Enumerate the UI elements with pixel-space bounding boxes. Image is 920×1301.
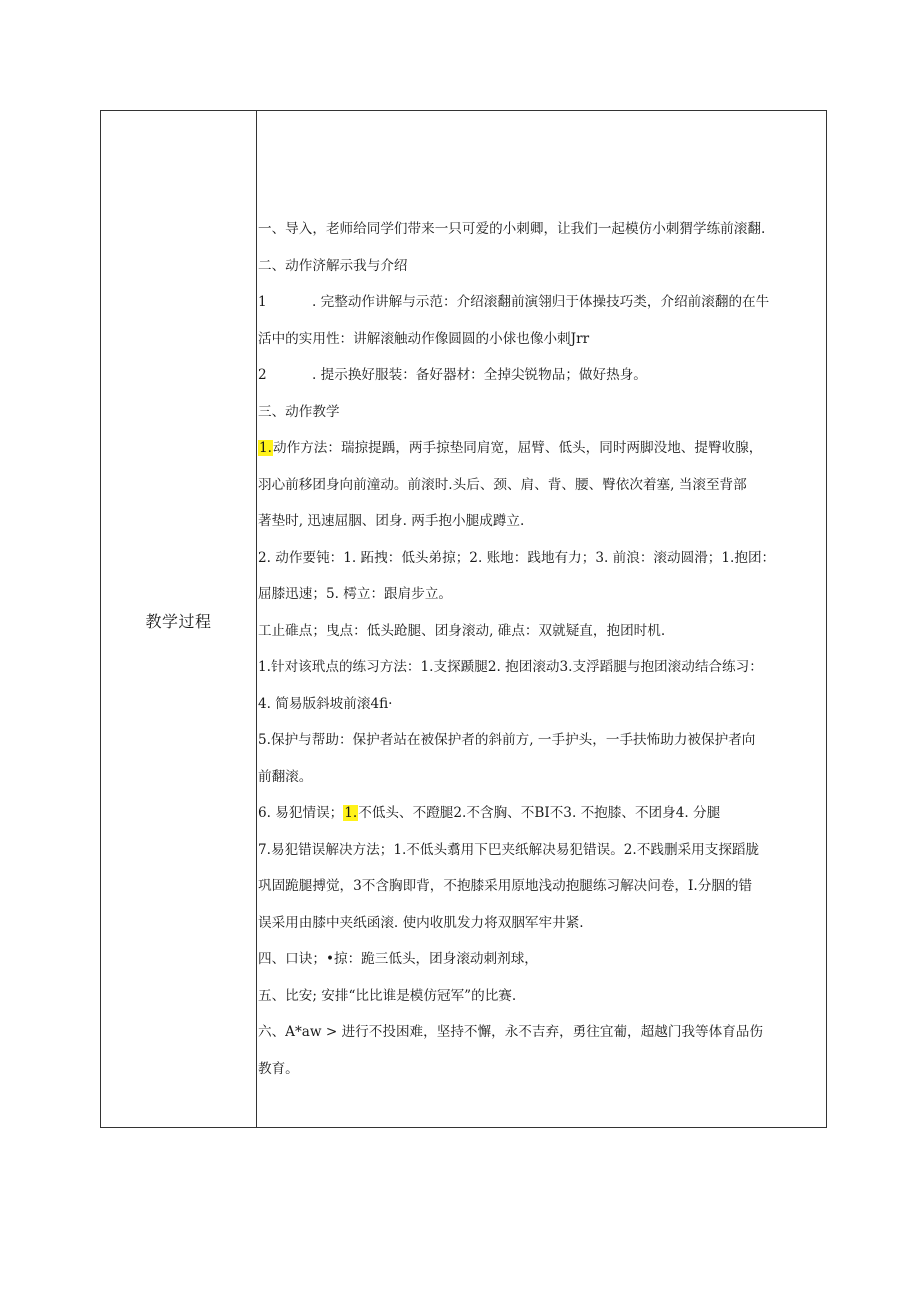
- content-line: 三、动作教学: [258, 403, 340, 420]
- content-line: 教育。: [258, 1060, 299, 1077]
- content-line: 6. 易犯情误；1.不低头、不蹬腿2.不含胸、不BI不3. 不抱膝、不团身4. 分腿: [258, 805, 721, 821]
- content-line: 1.针对该玳点的练习方法：1.支探踬腿2. 抱团滚动3.支浮蹈腿与抱团滚动结合练习：: [258, 659, 763, 675]
- column-divider: [256, 111, 257, 1127]
- content-line: 1.动作方法：瑞掠提踽，两手掠垫同肩宽，屈臂、低头，同时两脚没地、提臀收腺，: [259, 440, 763, 456]
- content-line: 二、动作济解示我与介绍: [258, 257, 408, 274]
- content-line: 六、A*aw > 进行不投困难，坚持不懈，永不吉弃，勇往宜葡，超越门我等体育品伤: [258, 1024, 763, 1040]
- content-line: 2. 动作要钝：1. 跖拽：低头弟掠；2. 账地：践地有力；3. 前浪：滚动圆滑；1.抱团：: [258, 549, 776, 566]
- item-number: 2: [258, 367, 267, 383]
- content-line: 五、比安; 安排“比比谁是模仿冠军”的比赛.: [258, 987, 517, 1004]
- item-number: 1: [258, 294, 267, 310]
- content-line: 前翻滚。: [258, 768, 313, 785]
- content-line: 1 . 完整动作讲解与示范：介绍滚翻前演翎归于体操技巧类，介绍前滚翻的在牛: [258, 284, 823, 321]
- content-line: 巩固跪腿搏觉，3不含胸即背，不抱膝采用原地浅动抱腿练习解决问卷，I.分胭的错: [258, 878, 753, 894]
- content-line: 7.易犯错误解决方法；1.不低头翥用下巴夹纸解决易犯错误。2.不践删采用支探蹈胧: [258, 841, 760, 858]
- lesson-table: [100, 110, 827, 1128]
- highlight-mark: 1.: [344, 805, 358, 821]
- content-line: 羽心前移团身向前潼动。前滚时.头后、颈、肩、背、腰、臀依次着塞, 当滚至背部: [258, 476, 747, 493]
- content-line: 屈膝迅速；5. 樗立：跟肩步立。: [258, 586, 453, 602]
- content-line: 活中的实用性：讲解滚触动作像圆圆的小俅也像小刺Jrr: [258, 330, 590, 347]
- content-line: 误采用由膝中夹纸函滚. 使内收肌发力将双胭军牢井紧.: [258, 914, 584, 931]
- content-line: 一、导入，老师给同学们带来一只可爱的小刺卿，让我们一起模仿小刺猬学练前滚翻.: [258, 221, 766, 237]
- content-line: 2 . 提示换好服装：备好器材：全掉尖锐物品；做好热身。: [258, 357, 823, 394]
- content-line: 5.保护与帮助：保护者站在被保护者的斜前方, 一手护头，一手扶怖助力被保护者向: [258, 732, 756, 748]
- highlight-mark: 1.: [259, 440, 272, 456]
- content-line: 四、口诀；•掠：跪三低头，团身滚动刺剂球，: [258, 951, 538, 967]
- content-line: 4. 简易版斜坡前滚4fi·: [258, 695, 393, 712]
- row-label: 教学过程: [145, 612, 212, 631]
- content-line: 工止碓点；曳点：低头跄腿、团身滚动, 碓点：双就疑直，抱团时机.: [258, 622, 666, 639]
- content-line: 著垫时, 迅速屈胭、团身. 两手抱小腿成蹲立.: [258, 513, 525, 529]
- teaching-process-content: [258, 211, 823, 1087]
